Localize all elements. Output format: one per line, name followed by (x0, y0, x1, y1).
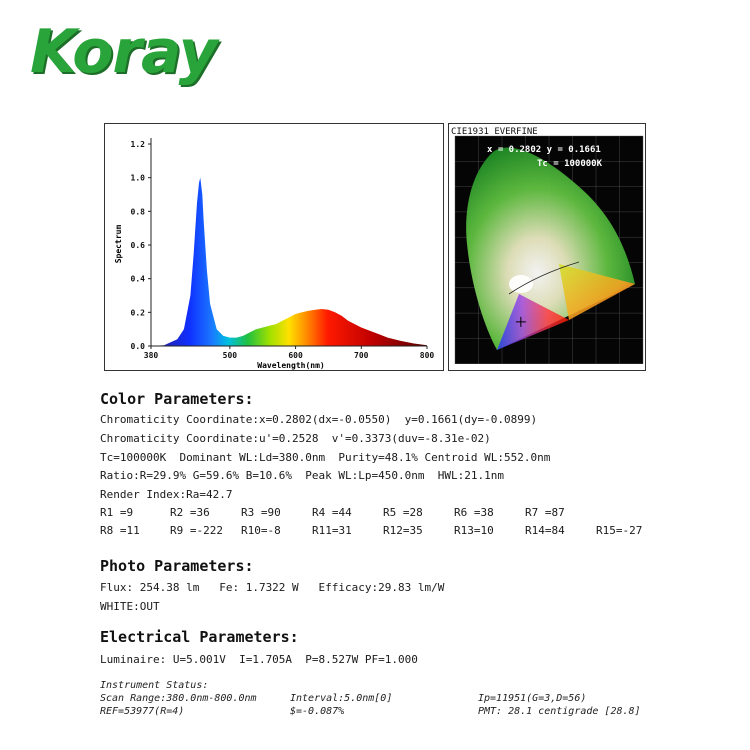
ratio-peak-wl: Ratio:R=29.9% G=59.6% B=10.6% Peak WL:Lp=450.0nm HWL:21.1nm (100, 469, 504, 482)
r-value: R12=35 (383, 524, 423, 537)
chromaticity-xy: Chromaticity Coordinate:x=0.2802(dx=-0.0550) y=0.1661(dy=-0.0899) (100, 413, 538, 426)
tc-dominant-wl: Tc=100000K Dominant WL:Ld=380.0nm Purity=48.1% Centroid WL:552.0nm (100, 451, 551, 464)
cie-coord-annotation: x = 0.2802 y = 0.1661 (487, 145, 601, 155)
y-tick-label: 0.6 (130, 241, 145, 250)
instrument-status-title: Instrument Status: (100, 680, 209, 691)
r-value: R14=84 (525, 524, 565, 537)
x-tick-label: 800 (419, 351, 435, 360)
y-tick-label: 1.2 (130, 140, 145, 149)
r-value: R8 =11 (100, 524, 140, 537)
r-value: R10=-8 (241, 524, 281, 537)
luminaire-values: Luminaire: U=5.001V I=1.705A P=8.527W PF=1.000 (100, 653, 418, 666)
r-value: R9 =-222 (170, 524, 223, 537)
flux-efficacy: Flux: 254.38 lm Fe: 1.7322 W Efficacy:29.83 lm/W (100, 581, 445, 594)
r-value: R5 =28 (383, 506, 423, 519)
r-value: R15=-27 (596, 524, 643, 537)
scan-range: Scan Range:380.0nm-800.0nm (100, 693, 257, 704)
interval: Interval:5.0nm[0] (290, 693, 393, 704)
x-tick-label: 600 (288, 351, 303, 360)
cie-white-point (509, 275, 533, 293)
r-value: R4 =44 (312, 506, 352, 519)
chromaticity-uv: Chromaticity Coordinate:u'=0.2528 v'=0.3373(duv=-8.31e-02) (100, 432, 491, 445)
r-value: R1 =9 (100, 506, 134, 519)
r-value: R7 =87 (525, 506, 565, 519)
r-value: R2 =36 (170, 506, 210, 519)
photo-params-heading: Photo Parameters: (100, 557, 254, 575)
brand-logo: Koray (30, 17, 217, 87)
y-tick-label: 0.2 (130, 308, 145, 318)
cie-diagram-panel (448, 123, 646, 371)
y-axis-label: Spectrum (114, 224, 123, 264)
ref-value: REF=53977(R=4) (100, 706, 185, 717)
r-value: R6 =38 (454, 506, 494, 519)
pmt-value: PMT: 28.1 centigrade [28.8] (478, 706, 641, 717)
color-params-heading: Color Parameters: (100, 390, 254, 408)
cie-title: CIE1931 EVERFINE (451, 127, 538, 137)
r-value: R11=31 (312, 524, 352, 537)
render-index: Render Index:Ra=42.7 (100, 488, 233, 501)
ip-value: Ip=11951(G=3,D=56) (478, 693, 587, 704)
x-tick-label: 380 (143, 351, 159, 360)
x-tick-label: 500 (222, 351, 238, 360)
r-value: R13=10 (454, 524, 494, 537)
electrical-params-heading: Electrical Parameters: (100, 628, 299, 646)
y-tick-label: 0.4 (130, 274, 145, 284)
r-value: R3 =90 (241, 506, 281, 519)
cie-diagram (449, 124, 645, 370)
y-tick-label: 0.0 (130, 342, 145, 351)
y-tick-label: 0.8 (130, 207, 145, 217)
spectrum-chart-panel (104, 123, 444, 371)
x-tick-label: 700 (354, 351, 369, 360)
y-tick-label: 1.0 (130, 173, 145, 183)
white-out: WHITE:OUT (100, 600, 160, 613)
spectrum-chart (105, 124, 443, 370)
cie-tc-annotation: Tc = 100000K (537, 159, 603, 169)
spectrum-area (151, 178, 427, 346)
delta-value: $=-0.087% (290, 706, 345, 717)
x-axis-label: Wavelength(nm) (257, 361, 325, 370)
